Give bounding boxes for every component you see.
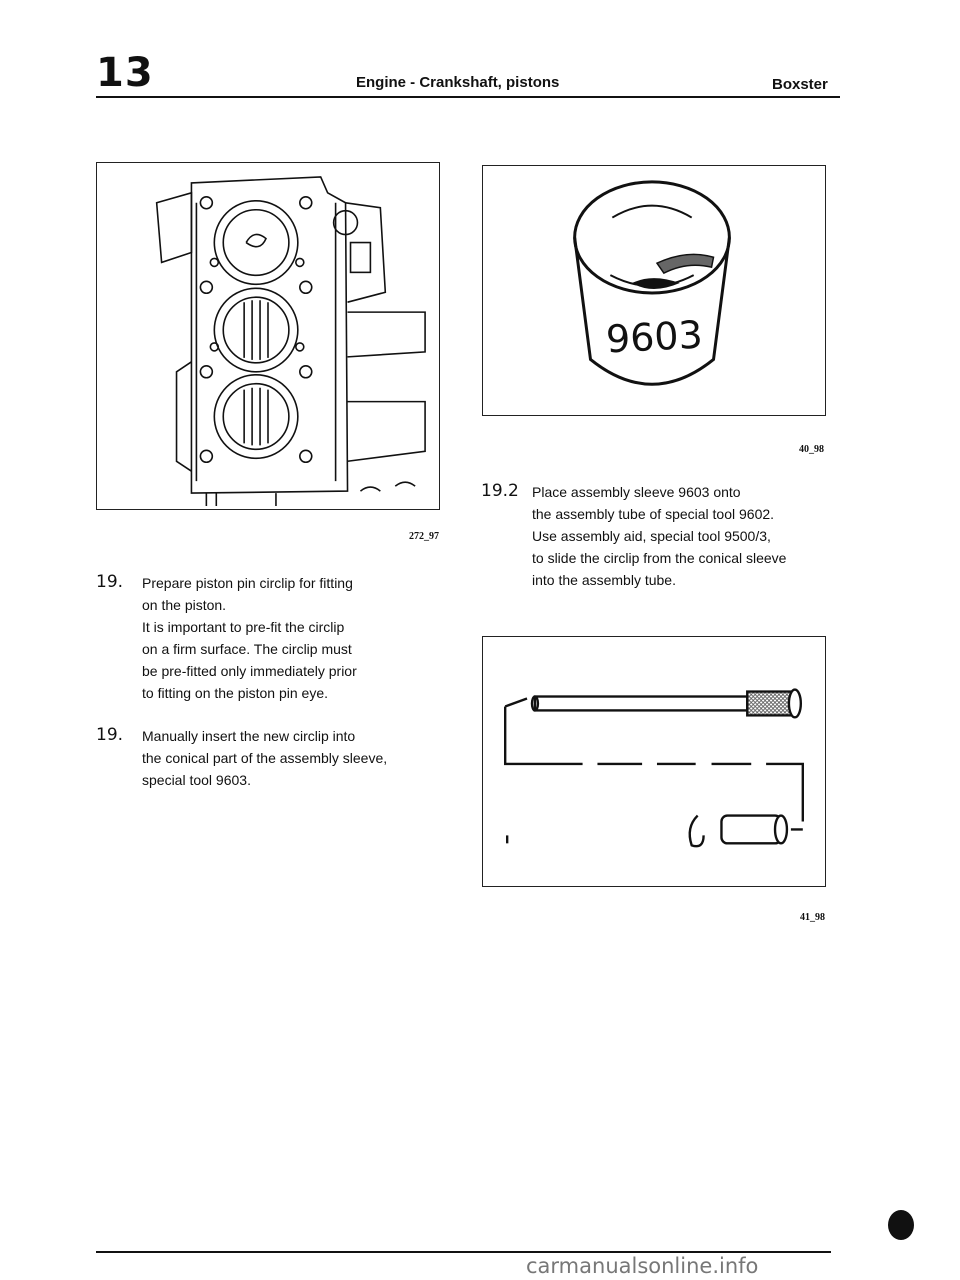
step-number: 19.: [96, 572, 124, 592]
step-number: 19.2: [481, 481, 519, 501]
sleeve-9603-label: 9603: [604, 312, 704, 362]
chapter-number: 13: [96, 50, 154, 96]
figure-number-41-98: 41_98: [800, 912, 825, 923]
header-rule: [96, 96, 840, 98]
assembly-tube-figure: [482, 636, 826, 887]
step-text: Manually insert the new circlip into the conical part of the assembly sleeve, special tool 9603.: [142, 728, 388, 788]
page-title: Engine - Crankshaft, pistons: [356, 74, 560, 91]
step-number: 19.: [96, 725, 124, 745]
sleeve-9603-illustration: [483, 166, 825, 415]
step-text: Prepare piston pin circlip for fitting on the piston. It is important to pre-fit the circlip on a firm surface. The circlip must be pre-fitted only immediately prior to fitting on the piston pin eye.: [142, 575, 357, 701]
watermark-link[interactable]: carmanualsonline.info: [526, 1254, 759, 1278]
engine-block-illustration: [97, 163, 439, 509]
step-text: Place assembly sleeve 9603 onto the assembly tube of special tool 9602. Use assembly aid, special tool 9500/3, to slide the circlip from the conical sleeve into the assembly tube.: [532, 484, 787, 588]
footer-rule: [96, 1251, 831, 1253]
figure-number-40-98: 40_98: [799, 444, 824, 455]
model-name: Boxster: [772, 76, 828, 93]
page-marker-dot: [888, 1210, 914, 1240]
figure-number-272-97: 272_97: [409, 531, 439, 542]
sleeve-9603-figure: [482, 165, 826, 416]
assembly-tube-illustration: [483, 637, 825, 886]
engine-block-figure: [96, 162, 440, 510]
